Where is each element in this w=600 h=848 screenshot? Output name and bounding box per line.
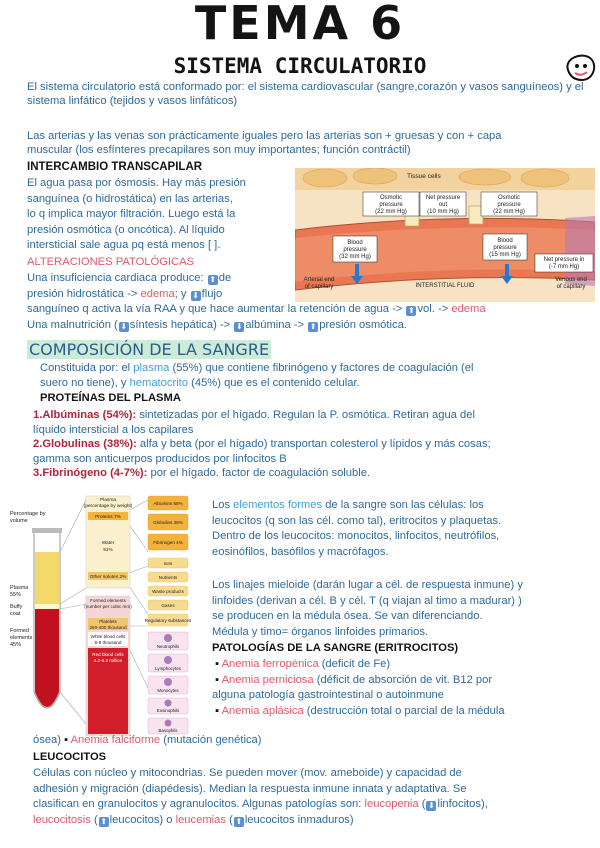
composicion-text: Constituida por: el plasma (55%) que contiene fibrinógeno y factores de coagulación (el suero no tiene), y hematocrito (45%) que es el contenido celular. (40, 362, 474, 389)
svg-text:5-9 thousand: 5-9 thousand (94, 640, 122, 645)
svg-text:of capillary: of capillary (304, 284, 334, 290)
svg-text:pressure: pressure (493, 245, 517, 251)
svg-text:Net pressure: Net pressure (425, 195, 461, 201)
proteinas-heading: PROTEÍNAS DEL PLASMA (40, 392, 181, 404)
svg-text:Waste products: Waste products (152, 589, 184, 594)
svg-text:Ions: Ions (163, 561, 173, 566)
title-text: TEMA 6 (194, 0, 406, 50)
up-arrow-icon: ⬆ (235, 816, 243, 826)
svg-text:Percentage by: Percentage by (10, 511, 46, 517)
svg-text:Net pressure in: Net pressure in (543, 257, 585, 263)
svg-text:pressure: pressure (379, 202, 403, 208)
svg-text:Blood: Blood (347, 240, 363, 246)
page-title (0, 0, 600, 50)
svg-text:Monocytes: Monocytes (157, 688, 179, 693)
blood-composition-figure (8, 492, 206, 742)
svg-text:Osmotic: Osmotic (497, 195, 521, 201)
svg-text:pressure: pressure (343, 247, 367, 253)
svg-text:White blood cells: White blood cells (90, 634, 126, 639)
down-arrow-icon: ⬇ (235, 321, 243, 331)
svg-text:Osmotic: Osmotic (379, 195, 403, 201)
svg-text:volume: volume (10, 518, 28, 524)
alteraciones-text: Una insuficiencia cardiaca produce: ⬆ de presión hidrostática -> edema; y ⬇ flujo (27, 272, 232, 300)
svg-text:4.2-6.2 million: 4.2-6.2 million (93, 658, 123, 663)
svg-text:(-7 mm Hg): (-7 mm Hg) (548, 264, 580, 270)
list-item: ▪ Anemia ferropénica (deficit de Fe) (215, 658, 391, 670)
svg-text:Plasma: Plasma (100, 498, 116, 503)
patologias-list-cont: ósea) ▪ Anemia falciforme (mutación genética) (33, 734, 262, 746)
svg-text:Blood: Blood (497, 238, 513, 244)
svg-text:Arterial end: Arterial end (303, 277, 335, 283)
list-item: ▪ Anemia aplásica (destrucción total o parcial de la médula (215, 704, 505, 717)
svg-text:INTERSTITIAL FLUID: INTERSTITIAL FLUID (415, 283, 475, 289)
svg-text:(22 mm Hg): (22 mm Hg) (493, 209, 525, 215)
alteraciones-heading: ALTERACIONES PATOLÓGICAS (27, 256, 195, 268)
svg-text:Basophils: Basophils (158, 728, 178, 733)
list-item: ▪ Anemia perniciosa (déficit de absorción de vit. B12 por (215, 673, 493, 686)
up-arrow-icon: ⬆ (209, 275, 217, 284)
svg-text:coat: coat (10, 611, 21, 617)
svg-text:55%: 55% (10, 592, 22, 598)
down-arrow-icon: ⬇ (428, 801, 435, 810)
composicion-heading: COMPOSICIÓN DE LA SANGRE (29, 340, 270, 359)
svg-text:(number per cubic mm): (number per cubic mm) (84, 604, 132, 609)
svg-text:250-400 thousand: 250-400 thousand (89, 625, 127, 630)
svg-text:Water: Water (101, 541, 115, 546)
patologias-heading: PATOLOGÍAS DE LA SANGRE (ERITROCITOS) (212, 642, 459, 654)
up-arrow-icon: ⬆ (309, 321, 317, 331)
svg-text:Nutrients: Nutrients (158, 575, 178, 580)
intro-paragraph-1: El sistema circulatorio está conformado por: el sistema cardiovascular (sangre,corazón y vasos sanguíneos) y el sistema linfático (tejidos y vasos linfáticos) (27, 81, 584, 107)
down-arrow-icon: ⬇ (120, 321, 128, 331)
up-arrow-icon: ⬆ (100, 816, 108, 826)
svg-text:(10 mm Hg): (10 mm Hg) (427, 209, 459, 215)
linajes-text: Los linajes mieloide (darán lugar a cél. de respuesta inmune) y linfoides (derivan a cél. B y cél. T (q viajan al timo a madurar) ) se producen en la médula ósea. Se van diferenciando. Médula y timo= órganos linfoides primarios. (212, 579, 523, 638)
leucocitos-heading: LEUCOCITOS (33, 751, 107, 763)
label-tissue-cells: Tissue cells (407, 173, 441, 180)
svg-text:91%: 91% (103, 548, 113, 553)
svg-text:Platelets: Platelets (99, 619, 117, 624)
down-arrow-icon: ⬇ (192, 290, 199, 300)
svg-text:Venous end: Venous end (555, 277, 587, 283)
svg-text:45%: 45% (10, 642, 22, 648)
intercambio-heading: INTERCAMBIO TRANSCAPILAR (27, 161, 203, 173)
svg-text:Globulins 38%: Globulins 38% (153, 520, 183, 525)
svg-text:(percentage by weight): (percentage by weight) (83, 504, 133, 509)
svg-text:Formed: Formed (10, 628, 29, 634)
svg-text:of capillary: of capillary (556, 284, 586, 290)
svg-text:Gases: Gases (161, 603, 175, 608)
svg-text:Red blood cells: Red blood cells (92, 652, 124, 657)
page-subtitle: SISTEMA CIRCULATORIO (173, 54, 427, 78)
svg-text:Eosinophils: Eosinophils (156, 708, 180, 713)
leucocitos-text: Células con núcleo y mitocondrias. Se pueden mover (mov. ameboide) y capacidad de adhesión y migración (diapédesis). Median la respuesta inmune innata y adaptativa. Se clasifican en granulocitos y agranulocitos. Algunas patologías son: leucopenia ( ⬇ linfocitos), leucocitosis ( ⬆ leucocitos) o leucemias ( ⬆ leucocitos inmaduros) (33, 767, 488, 826)
alteraciones-text-wide: sanguíneo q activa la vía RAA y que hace aumentar la retención de agua -> ⬆ vol. -> edema Una malnutrición ( ⬇ síntesis hepática) -> ⬇ albúmina -> ⬆ presión osmótica. (27, 303, 486, 331)
patologias-list: ▪ Anemia ferropénica (deficit de Fe) ▪ Anemia perniciosa (déficit de absorción de vit. B12 por alguna patología gastrointestinal o autoinmune ▪ Anemia aplásica (destrucción total o parcial de la médula (212, 657, 597, 719)
svg-text:(32 mm Hg): (32 mm Hg) (339, 254, 371, 260)
svg-text:(22 mm Hg): (22 mm Hg) (375, 209, 407, 215)
svg-text:out: out (438, 202, 448, 208)
svg-text:Fibrinogen 4%: Fibrinogen 4% (153, 540, 183, 545)
svg-text:Other solutes 2%: Other solutes 2% (89, 575, 127, 580)
svg-text:Lymphocytes: Lymphocytes (155, 666, 181, 671)
proteinas-list: 1.Albúminas (54%): sintetizadas por el hígado. Regulan la P. osmótica. Retiran agua del líquido intersticial a los capilares 2.Globulinas (38%): alfa y beta (por el hígado) transportan colesterol y lípidos y más cosas; gamma son anticuerpos producidos por linfocitos B 3.Fibrinógeno (4-7%): por el hígado. factor de coagulación soluble. (33, 409, 491, 479)
svg-text:Plasma: Plasma (10, 585, 29, 591)
svg-text:Formed elements: Formed elements (90, 598, 126, 603)
elementos-formes-text: Los elementos formes de la sangre son las células: los leucocitos (q son las cél. como tal), eritrocitos y plaquetas. Dentro de los leucocitos: monocitos, linfocitos, neutrófilos, eosinófilos, basófilos y macrófagos. (212, 499, 502, 558)
svg-text:pressure: pressure (497, 202, 521, 208)
svg-text:elements: elements (10, 635, 33, 641)
capillary-exchange-diagram (295, 168, 595, 302)
intro-paragraph-2: Las arterias y las venas son prácticamente iguales pero las arterias son + gruesas y con + capa muscular (los esfínteres precapilares son muy importantes; función contráctil) (27, 130, 502, 156)
svg-text:Regulatory substances: Regulatory substances (144, 618, 192, 623)
intercambio-text: El agua pasa por ósmosis. Hay más presión sanguínea (o hidrostática) en las arterias, lo q implica mayor filtración. Luego está la presión osmótica (o oncótica). Al líquido intersticial sale agua pq está menos [ ]. (27, 177, 246, 251)
up-arrow-icon: ⬆ (408, 306, 415, 315)
svg-text:Buffy: Buffy (10, 604, 23, 610)
svg-text:Proteins 7%: Proteins 7% (95, 515, 121, 520)
svg-text:(15 mm Hg): (15 mm Hg) (489, 252, 521, 258)
svg-text:Neutrophils: Neutrophils (156, 644, 180, 649)
svg-text:Albumins 58%: Albumins 58% (153, 501, 183, 506)
